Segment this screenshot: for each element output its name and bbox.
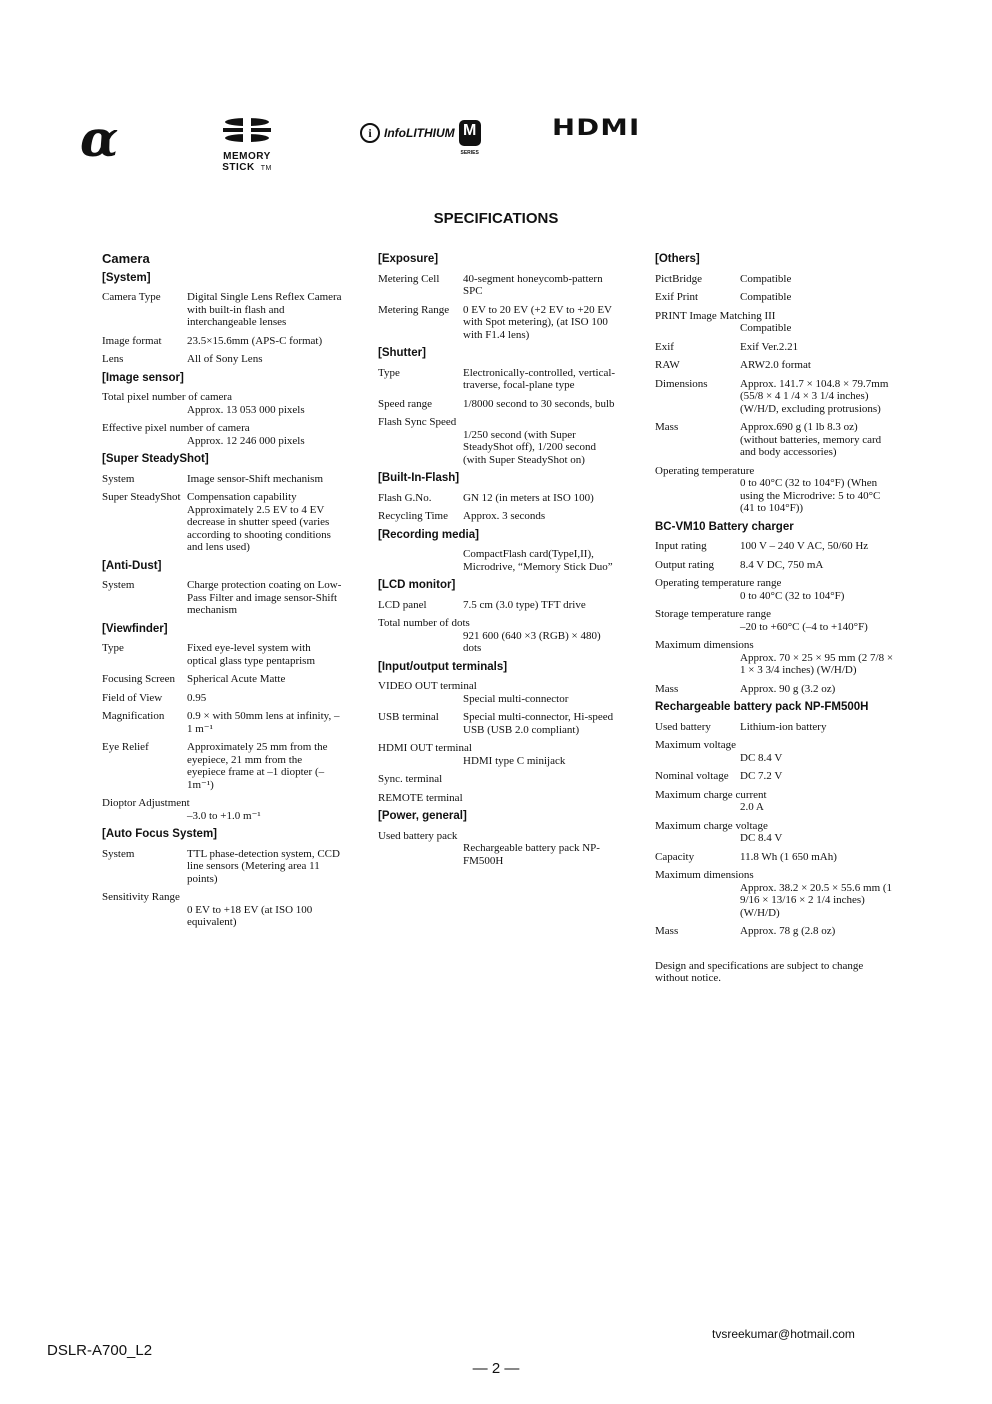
spec-key: Camera Type	[102, 291, 161, 303]
spec-key: Operating temperature	[655, 464, 755, 477]
spec-key: Image format	[102, 334, 162, 347]
spec-row	[655, 639, 895, 677]
memory-stick-text: MEMORY STICK	[222, 151, 271, 173]
spec-key: Maximum dimensions	[655, 639, 754, 651]
section-heading: [Recording media]	[378, 528, 479, 541]
section-heading: [Auto Focus System]	[102, 828, 218, 840]
spec-value: 0 to 40°C (32 to 104°F) (When using the Microdrive: 5 to 40°C (41 to 104°F))	[740, 477, 881, 514]
series-text: SERIES	[460, 150, 479, 156]
spec-value: 1/250 second (with Super SteadyShot off), 1/200 second (with Super SteadyShot on)	[463, 428, 597, 466]
section-heading: [LCD monitor]	[378, 579, 456, 591]
spec-value: 11.8 Wh (1 650 mAh)	[740, 850, 837, 863]
spec-key: Exif	[655, 340, 674, 353]
spec-row	[655, 789, 895, 814]
spec-row	[102, 642, 342, 667]
spec-row	[655, 310, 895, 335]
spec-row	[102, 291, 342, 329]
m-series-letter: M	[462, 122, 477, 139]
spec-key: REMOTE terminal	[378, 791, 463, 804]
spec-key: System	[102, 847, 135, 860]
spec-key: Sensitivity Range	[102, 891, 180, 903]
spec-row	[378, 792, 618, 805]
spec-key: Lens	[102, 353, 124, 365]
spec-row	[378, 548, 618, 573]
spec-value: DC 8.4 V	[740, 832, 783, 844]
spec-row	[102, 422, 342, 447]
spec-value: 100 V – 240 V AC, 50/60 Hz	[740, 540, 869, 552]
spec-key: Field of View	[102, 691, 163, 704]
section-heading: Camera	[102, 251, 150, 266]
spec-value: Approximately 25 mm from the eyepiece, 21 mm from the eyepiece frame at –1 diopter (–1m⁻¹)	[187, 741, 328, 791]
spec-row	[102, 797, 342, 822]
spec-row	[378, 304, 618, 342]
spec-key: Mass	[655, 682, 679, 695]
spec-key: Capacity	[655, 850, 695, 863]
spec-key: VIDEO OUT terminal	[378, 680, 477, 692]
spec-row	[378, 711, 618, 736]
logo-bar	[0, 109, 992, 173]
column-exposure	[378, 253, 618, 873]
spec-value: Lithium-ion battery	[740, 720, 827, 733]
spec-row	[655, 421, 895, 459]
spec-key: USB terminal	[378, 711, 439, 723]
spec-key: System	[102, 472, 135, 485]
spec-value: 2.0 A	[740, 801, 764, 813]
spec-row	[102, 353, 342, 366]
spec-key: Used battery pack	[378, 829, 458, 842]
spec-row	[378, 510, 618, 523]
spec-key: Total pixel number of camera	[102, 391, 232, 403]
spec-key: Sync. terminal	[378, 773, 443, 785]
section-heading: [Viewfinder]	[102, 622, 168, 635]
spec-value: Approx. 90 g (3.2 oz)	[740, 682, 836, 695]
spec-row	[102, 491, 342, 554]
spec-value: 0 EV to +18 EV (at ISO 100 equivalent)	[187, 903, 313, 928]
spec-value: Approx. 141.7 × 104.8 × 79.7mm (55/8 × 4 1 /4 × 3 1/4 inches) (W/H/D, excluding protrusions)	[740, 377, 889, 415]
page-number: — 2 —	[472, 1360, 520, 1377]
spec-key: Metering Range	[378, 303, 450, 316]
info-icon: i	[360, 123, 380, 143]
spec-value: ARW2.0 format	[740, 359, 811, 371]
spec-key: Dioptor Adjustment	[102, 797, 190, 809]
spec-row	[655, 770, 895, 783]
spec-key: Mass	[655, 925, 679, 937]
spec-row	[655, 869, 895, 919]
spec-row	[655, 540, 895, 553]
spec-key: Dimensions	[655, 377, 708, 390]
spec-value: Electronically-controlled, vertical-traverse, focal-plane type	[463, 366, 616, 391]
spec-row	[102, 579, 342, 617]
spec-row	[655, 608, 895, 633]
spec-row	[655, 359, 895, 372]
spec-key: RAW	[655, 359, 680, 371]
spec-key: Effective pixel number of camera	[102, 422, 250, 434]
spec-key: Mass	[655, 421, 679, 433]
spec-value: Rechargeable battery pack NP-FM500H	[463, 842, 600, 867]
footer-model: DSLR-A700_L2	[47, 1342, 153, 1359]
spec-row	[102, 692, 342, 705]
spec-value: 921 600 (640 ×3 (RGB) × 480) dots	[463, 629, 601, 654]
spec-value: Approx. 3 seconds	[463, 510, 546, 522]
spec-row	[102, 848, 342, 886]
spec-key: Storage temperature range	[655, 608, 772, 620]
spec-value: Approx. 78 g (2.8 oz)	[740, 925, 836, 937]
spec-row	[655, 851, 895, 864]
spec-value: 23.5×15.6mm (APS-C format)	[187, 334, 323, 347]
footer-email: tvsreekumar@hotmail.com	[712, 1327, 855, 1341]
infolithium-text: InfoLITHIUM	[384, 126, 455, 140]
spec-key: Flash G.No.	[378, 491, 432, 504]
spec-value: Special multi-connector, Hi-speed USB (USB 2.0 compliant)	[463, 711, 614, 736]
section-heading: [Super SteadyShot]	[102, 453, 209, 465]
spec-row	[655, 683, 895, 696]
spec-value: 40-segment honeycomb-pattern SPC	[463, 272, 603, 297]
spec-row	[102, 673, 342, 686]
spec-row	[378, 680, 618, 705]
spec-value: Approx. 12 246 000 pixels	[187, 434, 305, 447]
spec-key: Type	[102, 642, 124, 654]
spec-row	[655, 559, 895, 572]
spec-value: Approx. 70 × 25 × 95 mm (2 7/8 × 1 × 3 3/4 inches) (W/H/D)	[740, 651, 894, 676]
spec-row	[378, 830, 618, 868]
spec-key: PictBridge	[655, 272, 703, 285]
spec-key: Super SteadyShot	[102, 491, 181, 503]
infolithium-logo	[360, 120, 481, 156]
spec-row	[655, 820, 895, 845]
spec-row	[655, 273, 895, 286]
spec-key: Maximum charge current	[655, 788, 767, 801]
spec-value: Approx.690 g (1 lb 8.3 oz) (without batteries, memory card and body accessories)	[740, 421, 882, 458]
hdmi-logo: HDMI	[552, 116, 641, 141]
spec-key: Flash Sync Speed	[378, 416, 457, 428]
section-heading: [Shutter]	[378, 347, 426, 359]
spec-value: TTL phase-detection system, CCD line sensors (Metering area 11 points)	[187, 847, 340, 885]
spec-value: HDMI type C minijack	[463, 754, 566, 767]
section-heading: [Anti-Dust]	[102, 559, 162, 572]
spec-value: 8.4 V DC, 750 mA	[740, 558, 824, 571]
spec-value: All of Sony Lens	[187, 353, 263, 365]
spec-key: Operating temperature range	[655, 577, 782, 589]
spec-row	[378, 492, 618, 505]
spec-value: 7.5 cm (3.0 type) TFT drive	[463, 598, 586, 611]
spec-value: Image sensor-Shift mechanism	[187, 472, 324, 485]
spec-row	[378, 742, 618, 767]
spec-row	[655, 341, 895, 354]
spec-row	[378, 599, 618, 612]
page-title: SPECIFICATIONS	[433, 210, 559, 227]
spec-row	[655, 577, 895, 602]
spec-row	[378, 398, 618, 411]
spec-key: PRINT Image Matching III	[655, 309, 776, 322]
spec-value: Digital Single Lens Reflex Camera with built-in flash and interchangeable lenses	[187, 291, 342, 328]
spec-value: –3.0 to +1.0 m⁻¹	[187, 809, 261, 822]
section-heading: BC-VM10 Battery charger	[655, 520, 794, 533]
spec-value: Fixed eye-level system with optical glass type pentaprism	[187, 642, 315, 667]
spec-row	[655, 378, 895, 416]
spec-key: Metering Cell	[378, 272, 440, 285]
spec-key: Speed range	[378, 397, 433, 410]
spec-row	[102, 891, 342, 929]
memory-stick-logo	[197, 116, 297, 173]
spec-row	[655, 739, 895, 764]
spec-value: Charge protection coating on Low-Pass Filter and image sensor-Shift mechanism	[187, 579, 342, 616]
spec-key: Maximum dimensions	[655, 869, 754, 881]
spec-value: 1/8000 second to 30 seconds, bulb	[463, 397, 615, 410]
section-heading: [Image sensor]	[102, 371, 184, 384]
spec-value: Special multi-connector	[463, 692, 569, 705]
section-heading: [Power, general]	[378, 810, 467, 822]
alpha-logo: α	[80, 109, 119, 168]
spec-key: Recycling Time	[378, 510, 448, 522]
memory-stick-icon	[217, 116, 277, 144]
section-heading: [Others]	[655, 253, 700, 265]
memory-stick-tm: TM	[260, 165, 272, 172]
spec-value: –20 to +60°C (–4 to +140°F)	[740, 620, 868, 633]
spec-value: CompactFlash card(TypeI,II), Microdrive, “Memory Stick Duo”	[463, 548, 613, 573]
spec-value: Compatible	[740, 291, 792, 303]
spec-row	[102, 391, 342, 416]
spec-row	[655, 465, 895, 515]
spec-row	[378, 273, 618, 298]
spec-value: Compensation capability Approximately 2.5 EV to 4 EV decrease in shutter speed (varies according to shooting conditions and lens used)	[187, 491, 331, 553]
column-camera	[102, 253, 342, 935]
spec-row	[378, 617, 618, 655]
section-heading: Rechargeable battery pack NP-FM500H	[655, 701, 869, 713]
section-heading: [Exposure]	[378, 253, 439, 265]
spec-key: Total number of dots	[378, 617, 470, 629]
spec-row	[102, 710, 342, 735]
spec-value: 0.95	[187, 691, 207, 704]
spec-value: Compatible	[740, 322, 792, 334]
spec-value: 0 EV to 20 EV (+2 EV to +20 EV with Spot metering), (at ISO 100 with F1.4 lens)	[463, 303, 612, 341]
spec-value: 0.9 × with 50mm lens at infinity, –1 m⁻¹	[187, 710, 340, 735]
spec-row	[102, 335, 342, 348]
spec-key: Exif Print	[655, 291, 699, 303]
spec-value: GN 12 (in meters at ISO 100)	[463, 491, 594, 504]
spec-key: HDMI OUT terminal	[378, 742, 472, 754]
spec-key: Used battery	[655, 720, 711, 733]
spec-value: Approx. 13 053 000 pixels	[187, 403, 305, 416]
section-heading: [Built-In-Flash]	[378, 472, 460, 484]
spec-key: Magnification	[102, 710, 165, 722]
spec-row	[378, 773, 618, 786]
column-others	[655, 253, 895, 985]
spec-value: Exif Ver.2.21	[740, 340, 799, 353]
spec-value: DC 8.4 V	[740, 751, 783, 764]
spec-row	[378, 367, 618, 392]
spec-value: 0 to 40°C (32 to 104°F)	[740, 589, 845, 602]
spec-key: Type	[378, 366, 400, 379]
spec-key: Nominal voltage	[655, 770, 729, 782]
spec-value: DC 7.2 V	[740, 770, 783, 782]
spec-key: Maximum voltage	[655, 739, 736, 751]
spec-row	[102, 473, 342, 486]
m-series-badge	[459, 120, 481, 156]
spec-key: Eye Relief	[102, 741, 149, 753]
spec-row	[102, 741, 342, 791]
section-heading: [Input/output terminals]	[378, 660, 508, 673]
spec-row	[378, 416, 618, 466]
disclaimer-note: Design and specifications are subject to change without notice.	[655, 959, 864, 984]
spec-row	[655, 721, 895, 734]
spec-key: Focusing Screen	[102, 673, 176, 685]
spec-value: Spherical Acute Matte	[187, 673, 286, 685]
spec-key: Input rating	[655, 540, 707, 552]
section-heading: [System]	[102, 271, 151, 284]
spec-row	[655, 291, 895, 304]
spec-key: Output rating	[655, 558, 714, 571]
spec-value: Compatible	[740, 272, 792, 285]
spec-key: System	[102, 579, 135, 591]
spec-value: Approx. 38.2 × 20.5 × 55.6 mm (1 9/16 × 13/16 × 2 1/4 inches) (W/H/D)	[740, 881, 893, 919]
spec-key: LCD panel	[378, 598, 427, 611]
spec-row	[655, 925, 895, 938]
spec-key: Maximum charge voltage	[655, 819, 768, 832]
